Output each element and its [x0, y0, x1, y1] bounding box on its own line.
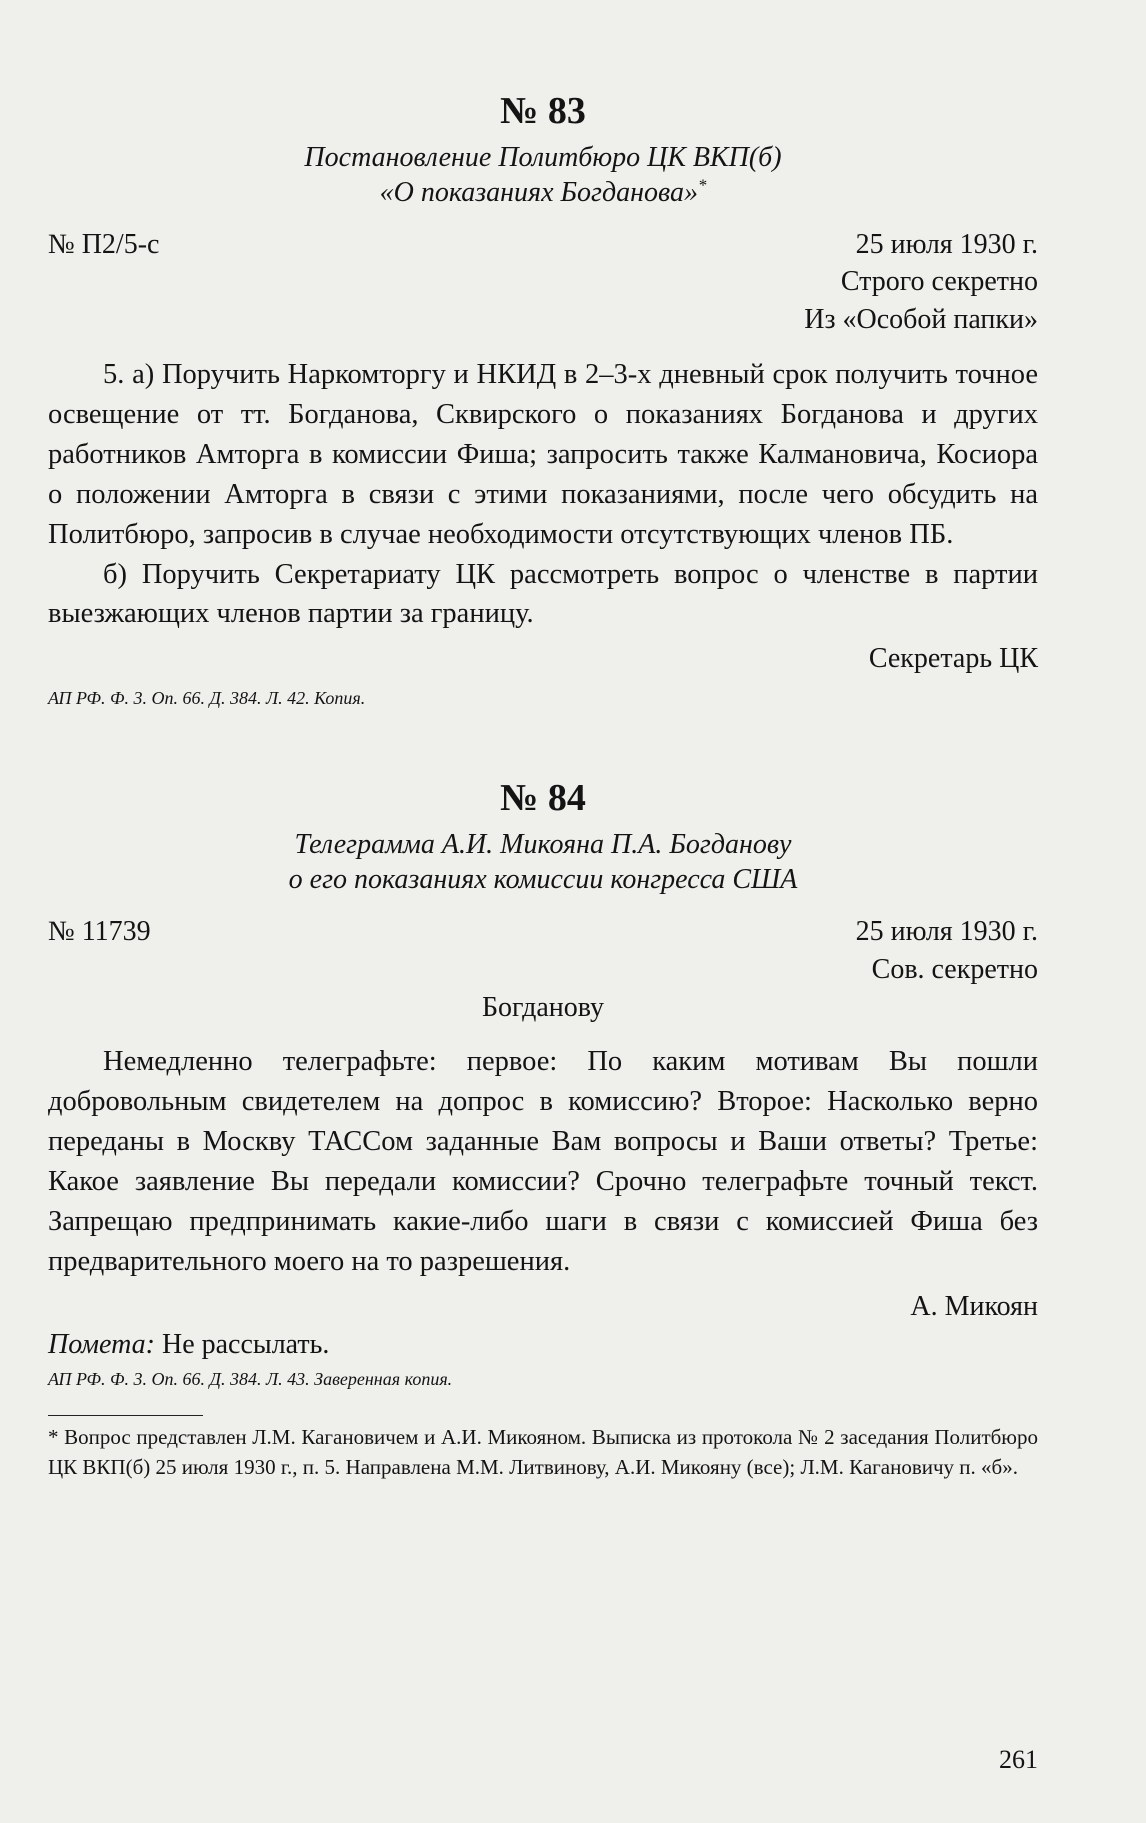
page-number: 261 [999, 1745, 1038, 1774]
doc84-signature: А. Микоян [910, 1290, 1038, 1322]
doc84-body: Немедленно телеграфьте: первое: По каким мотивам Вы пошли добровольным свидетелем на допрос в комиссию? Второе: Насколько верно переданы в Москву ТАССом заданные Вам вопросы и Ваши ответы? Третье: Какое заявление Вы передали комиссии? Срочно телеграфьте точный текст. Запрещаю предпринимать какие-либо шаги в связи с комиссией Фиша без предварительного моего на то разрешения. [48, 1046, 1038, 1277]
doc84-header-row [48, 913, 1038, 951]
doc83-source: АП РФ. Ф. 3. Оп. 66. Д. 384. Л. 42. Копия. [48, 688, 366, 709]
doc83-header-row [48, 226, 1038, 264]
footnote-rule [48, 1415, 203, 1416]
doc83-signature: Секретарь ЦК [868, 643, 1038, 675]
doc84-note-label: Помета: [48, 1328, 155, 1360]
doc84-title [48, 827, 1038, 897]
doc84-telegram-number: № 11739 [48, 915, 151, 947]
doc84-source: АП РФ. Ф. 3. Оп. 66. Д. 384. Л. 43. Заверенная копия. [48, 1369, 453, 1390]
doc84-number: № 84 [500, 777, 586, 820]
doc83-folder: Из «Особой папки» [804, 304, 1038, 336]
doc84-addressee: Богданову [481, 991, 605, 1023]
doc83-paragraph-b: б) Поручить Секретариату ЦК рассмотреть вопрос о членстве в партии выезжающих членов партии за границу. [48, 558, 1038, 630]
doc83-number: № 83 [500, 90, 586, 132]
doc84-title-line1: Телеграмма А.И. Микояна П.А. Богданову [294, 828, 792, 860]
doc84-note [48, 1326, 1038, 1364]
doc83-title-line1: Постановление Политбюро ЦК ВКП(б) [304, 141, 782, 173]
doc83-date: 25 июля 1930 г. [855, 228, 1038, 260]
page-content [48, 90, 1038, 1482]
document-84 [48, 777, 1038, 1392]
doc84-date: 25 июля 1930 г. [855, 915, 1038, 947]
footnote: * Вопрос представлен Л.М. Кагановичем и А.И. Микояном. Выписка из протокола № 2 заседания Политбюро ЦК ВКП(б) 25 июля 1930 г., п. 5. Направлена М.М. Литвинову, А.И. Микояну (все); Л.М. Кагановичу п. «б». [48, 1424, 1038, 1479]
doc84-classification: Сов. секретно [871, 953, 1038, 985]
doc83-title-line2: «О показаниях Богданова» [379, 176, 698, 208]
doc83-paragraph-a: 5. а) Поручить Наркомторгу и НКИД в 2–3-х дневный срок получить точное освещение от тт. Богданова, Сквирского о показаниях Богданова и других работников Амторга в комиссии Фиша; запросить также Калмановича, Косиора о положении Амторга в связи с этими показаниями, после чего обсудить на Политбюро, запросив в случае необходимости отсутствующих членов ПБ. [48, 359, 1038, 550]
doc83-classification: Строго секретно [840, 266, 1038, 298]
doc83-footnote-mark: * [697, 175, 707, 195]
document-83 [48, 90, 1038, 711]
doc83-title [48, 140, 1038, 210]
doc84-note-text: Не рассылать. [154, 1328, 330, 1360]
doc84-title-line2: о его показаниях комиссии конгресса США [288, 863, 798, 895]
doc83-title-line2-wrap [48, 175, 1038, 210]
doc83-protocol-number: № П2/5-с [48, 228, 160, 260]
